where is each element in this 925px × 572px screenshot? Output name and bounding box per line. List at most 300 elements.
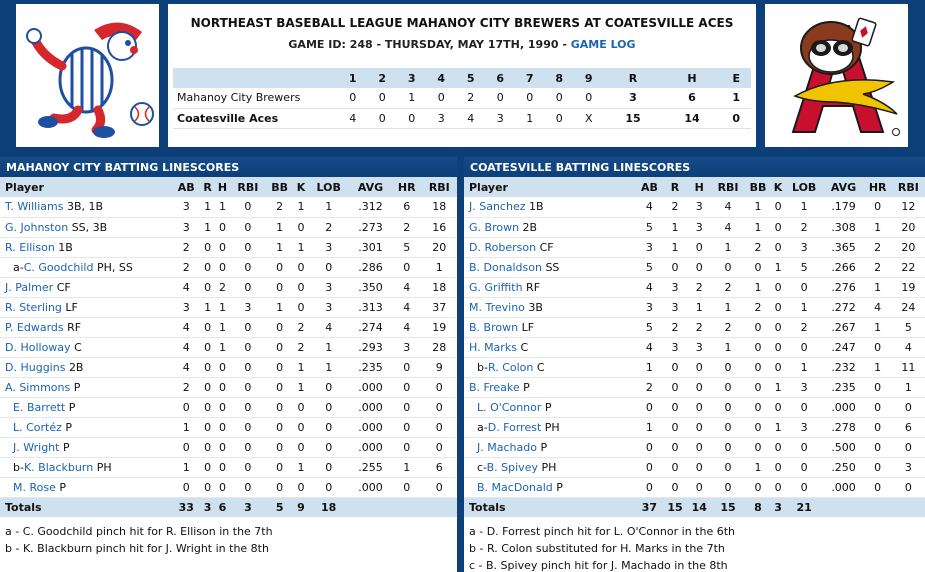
player-position: CF	[56, 280, 71, 294]
player-name-link[interactable]: K. Blackburn	[23, 460, 94, 474]
stat-rbi: 0	[230, 477, 265, 497]
batting-header-ab[interactable]: AB	[636, 177, 663, 197]
stat-rbi: 4	[711, 197, 744, 217]
stat-k: 0	[294, 417, 308, 437]
stat-lob: 0	[308, 417, 349, 437]
stat-avg: .276	[823, 277, 863, 297]
stat-h: 3	[687, 337, 711, 357]
batting-header-r[interactable]: R	[200, 177, 214, 197]
table-row	[464, 257, 925, 277]
stat-rbi: 0	[711, 257, 744, 277]
stat-avg: .313	[349, 297, 392, 317]
player-name-link[interactable]: L. O'Connor	[477, 400, 542, 414]
table-row	[0, 377, 457, 397]
linescore-inning-cell: 0	[338, 88, 368, 108]
stat-k: 0	[294, 277, 308, 297]
stat-hr: 2	[392, 217, 422, 237]
table-row	[0, 337, 457, 357]
player-name-link[interactable]: J. Palmer	[5, 280, 54, 294]
stat-season-rbi: 0	[892, 437, 925, 457]
stat-rbi: 0	[711, 437, 744, 457]
batting-header-avg[interactable]: AVG	[349, 177, 392, 197]
stat-lob: 1	[308, 197, 349, 217]
table-row	[464, 417, 925, 437]
player-name-link[interactable]: R. Colon	[487, 360, 534, 374]
batting-header-row	[464, 177, 925, 197]
player-position: P	[540, 440, 548, 454]
stat-lob: 1	[785, 197, 824, 217]
stat-k: 1	[294, 237, 308, 257]
stat-k: 0	[294, 217, 308, 237]
linescore-header-inning: 8	[545, 68, 575, 88]
table-row	[464, 457, 925, 477]
linescore-team-name[interactable]: Coatesville Aces	[173, 108, 338, 128]
batting-header-hr[interactable]: HR	[864, 177, 892, 197]
stat-h: 0	[215, 457, 231, 477]
player-position: P	[523, 380, 530, 394]
stat-r: 0	[200, 437, 214, 457]
stat-h: 0	[687, 437, 711, 457]
stat-ab: 4	[636, 337, 663, 357]
player-position: PH	[544, 420, 560, 434]
stat-lob: 1	[785, 297, 824, 317]
totals-h: 14	[687, 497, 711, 517]
batting-header-bb[interactable]: BB	[266, 177, 294, 197]
player-cell	[464, 397, 636, 417]
table-row	[0, 197, 457, 217]
stat-lob: 2	[785, 317, 824, 337]
player-position: CF	[539, 240, 554, 254]
player-name-link[interactable]: T. Williams	[5, 200, 64, 214]
stat-h: 0	[687, 377, 711, 397]
stat-ab: 3	[172, 197, 200, 217]
stat-ab: 4	[636, 277, 663, 297]
linescore-header-inning: 5	[456, 68, 486, 88]
batting-header-rbi[interactable]: RBI	[711, 177, 744, 197]
player-cell	[0, 217, 172, 237]
player-name-link[interactable]: D. Forrest	[487, 420, 542, 434]
stat-r: 0	[663, 477, 687, 497]
batting-header-avg[interactable]: AVG	[823, 177, 863, 197]
linescore-runs: 15	[604, 108, 663, 128]
stat-rbi: 0	[230, 197, 265, 217]
table-row	[0, 297, 457, 317]
player-name-link[interactable]: B. Donaldson	[469, 260, 542, 274]
stat-bb: 2	[745, 297, 772, 317]
batting-header-row	[0, 177, 457, 197]
stat-lob: 3	[785, 417, 824, 437]
home-note: a - D. Forrest pinch hit for L. O'Connor in the 6th	[469, 525, 735, 538]
stat-h: 0	[687, 257, 711, 277]
table-row	[0, 477, 457, 497]
player-position: LF	[521, 320, 535, 334]
stat-rbi: 0	[230, 337, 265, 357]
player-name-link[interactable]: B. MacDonald	[477, 480, 553, 494]
stat-lob: 0	[308, 437, 349, 457]
player-cell	[0, 297, 172, 317]
stat-ab: 1	[636, 417, 663, 437]
totals-empty	[422, 497, 457, 517]
stat-r: 0	[200, 397, 214, 417]
stat-bb: 1	[745, 457, 772, 477]
stat-lob: 3	[308, 297, 349, 317]
table-row	[0, 277, 457, 297]
player-position: RF	[526, 280, 541, 294]
linescore-team-name[interactable]: Mahanoy City Brewers	[173, 88, 338, 108]
batting-header-h[interactable]: H	[215, 177, 231, 197]
aces-pilot-logo[interactable]	[765, 4, 908, 147]
stat-hr: 2	[864, 237, 892, 257]
player-name-link[interactable]: G. Johnston	[5, 220, 69, 234]
player-cell	[0, 397, 172, 417]
stat-rbi: 2	[711, 277, 744, 297]
player-position: P	[68, 400, 76, 414]
stat-avg: .000	[823, 397, 863, 417]
stat-rbi: 0	[711, 477, 744, 497]
stat-hr: 4	[864, 297, 892, 317]
stat-k: 0	[771, 357, 785, 377]
stat-rbi: 0	[711, 397, 744, 417]
stat-season-rbi: 11	[892, 357, 925, 377]
stat-r: 0	[663, 417, 687, 437]
table-row	[464, 337, 925, 357]
stat-h: 1	[687, 297, 711, 317]
linescore-header-inning: 3	[397, 68, 427, 88]
player-position: P	[544, 400, 552, 414]
player-position: 3B	[528, 300, 543, 314]
linescore-header-inning: 1	[338, 68, 368, 88]
linescore-row-home	[173, 108, 751, 128]
stat-hr: 5	[392, 237, 422, 257]
stat-r: 0	[200, 477, 214, 497]
stat-avg: .247	[823, 337, 863, 357]
stat-season-rbi: 3	[892, 457, 925, 477]
stat-ab: 4	[172, 357, 200, 377]
linescore-table	[173, 68, 751, 129]
player-cell	[0, 377, 172, 397]
player-name-link[interactable]: H. Marks	[469, 340, 517, 354]
player-position: PH, SS	[96, 260, 133, 274]
stat-ab: 0	[172, 437, 200, 457]
stat-k: 0	[771, 217, 785, 237]
batting-header-season-rbi[interactable]: RBI	[422, 177, 457, 197]
stat-h: 0	[215, 217, 231, 237]
stat-k: 1	[771, 257, 785, 277]
batting-header-rbi[interactable]: RBI	[230, 177, 265, 197]
stat-avg: .267	[823, 317, 863, 337]
player-name-link[interactable]: A. Simmons	[5, 380, 71, 394]
player-position: SS	[545, 260, 560, 274]
stat-season-rbi: 19	[422, 317, 457, 337]
player-name-link[interactable]: M. Trevino	[469, 300, 525, 314]
totals-label: Totals	[464, 497, 636, 517]
stat-r: 0	[663, 457, 687, 477]
totals-lob: 21	[785, 497, 824, 517]
stat-k: 1	[771, 417, 785, 437]
stat-ab: 2	[172, 237, 200, 257]
stat-avg: .000	[349, 477, 392, 497]
stat-h: 0	[687, 477, 711, 497]
stat-hr: 1	[864, 317, 892, 337]
player-position: C	[536, 360, 545, 374]
linescore-header-team	[173, 68, 338, 88]
stat-hr: 0	[864, 197, 892, 217]
stat-r: 0	[200, 377, 214, 397]
stat-r: 0	[200, 277, 214, 297]
player-position: PH	[541, 460, 557, 474]
player-name-link[interactable]: B. Freake	[469, 380, 520, 394]
stat-r: 3	[663, 297, 687, 317]
brewers-mascot-icon	[16, 4, 159, 147]
stat-ab: 3	[636, 237, 663, 257]
stat-k: 0	[294, 437, 308, 457]
player-cell	[0, 197, 172, 217]
stat-ab: 1	[172, 417, 200, 437]
stat-lob: 5	[785, 257, 824, 277]
stat-bb: 0	[266, 317, 294, 337]
batting-header-k[interactable]: K	[771, 177, 785, 197]
stat-bb: 0	[266, 337, 294, 357]
player-position: SS, 3B	[71, 220, 108, 234]
linescore-inning-cell: 0	[574, 88, 604, 108]
stat-ab: 0	[636, 477, 663, 497]
game-id-date: GAME ID: 248 - THURSDAY, MAY 17TH, 1990 -	[288, 38, 571, 51]
stat-avg: .278	[823, 417, 863, 437]
away-notes	[0, 517, 457, 557]
stat-hr: 0	[864, 377, 892, 397]
player-name-link[interactable]: M. Rose	[13, 480, 56, 494]
stat-rbi: 0	[230, 397, 265, 417]
player-name-link[interactable]: D. Huggins	[5, 360, 66, 374]
stat-season-rbi: 0	[422, 437, 457, 457]
stat-h: 0	[215, 257, 231, 277]
stat-bb: 0	[266, 377, 294, 397]
stat-r: 0	[663, 397, 687, 417]
stat-r: 2	[663, 197, 687, 217]
linescore-hits: 6	[663, 88, 722, 108]
totals-label: Totals	[0, 497, 172, 517]
stat-ab: 0	[636, 437, 663, 457]
stat-ab: 5	[636, 317, 663, 337]
player-name-link[interactable]: R. Sterling	[5, 300, 62, 314]
player-name-link[interactable]: B. Spivey	[486, 460, 538, 474]
stat-r: 0	[200, 257, 214, 277]
table-row	[0, 217, 457, 237]
player-position: 1B	[529, 200, 544, 214]
stat-ab: 1	[172, 457, 200, 477]
stat-r: 1	[200, 297, 214, 317]
player-position: 2B	[68, 360, 84, 374]
player-name-link[interactable]: C. Goodchild	[23, 260, 94, 274]
stat-hr: 0	[864, 437, 892, 457]
stat-lob: 2	[785, 217, 824, 237]
stat-k: 0	[294, 397, 308, 417]
player-name-link[interactable]: E. Barrett	[13, 400, 66, 414]
stat-season-rbi: 18	[422, 197, 457, 217]
stat-k: 2	[294, 337, 308, 357]
player-name-link[interactable]: D. Roberson	[469, 240, 537, 254]
stat-r: 1	[663, 217, 687, 237]
stat-lob: 0	[308, 457, 349, 477]
stat-season-rbi: 20	[892, 217, 925, 237]
stat-rbi: 4	[711, 217, 744, 237]
stat-h: 1	[215, 317, 231, 337]
stat-bb: 0	[745, 337, 772, 357]
stat-hr: 1	[864, 217, 892, 237]
table-row	[464, 237, 925, 257]
stat-season-rbi: 9	[422, 357, 457, 377]
batting-header-player[interactable]: Player	[464, 177, 636, 197]
game-title: NORTHEAST BASEBALL LEAGUE MAHANOY CITY BREWERS AT COATESVILLE ACES	[190, 16, 734, 30]
game-header	[0, 0, 925, 152]
linescore-inning-cell: 1	[397, 88, 427, 108]
stat-avg: .286	[349, 257, 392, 277]
stat-rbi: 0	[711, 457, 744, 477]
player-cell	[0, 477, 172, 497]
player-position: P	[73, 380, 81, 394]
stat-avg: .312	[349, 197, 392, 217]
stat-h: 0	[215, 397, 231, 417]
player-cell	[464, 457, 636, 477]
linescore-errors: 0	[722, 108, 752, 128]
stat-rbi: 1	[711, 297, 744, 317]
linescore-inning-cell: 0	[368, 88, 398, 108]
stat-hr: 4	[392, 297, 422, 317]
stat-lob: 0	[785, 277, 824, 297]
stat-bb: 1	[745, 197, 772, 217]
table-row	[464, 277, 925, 297]
player-cell	[464, 417, 636, 437]
stat-h: 1	[215, 297, 231, 317]
player-cell	[0, 257, 172, 277]
batting-header-r[interactable]: R	[663, 177, 687, 197]
linescore-inning-cell: 2	[456, 88, 486, 108]
stat-bb: 0	[745, 477, 772, 497]
stat-bb: 0	[745, 417, 772, 437]
stat-r: 0	[200, 457, 214, 477]
game-subtitle	[168, 38, 756, 51]
stat-k: 0	[771, 197, 785, 217]
player-name-link[interactable]: J. Machado	[477, 440, 537, 454]
player-name-link[interactable]: R. Ellison	[5, 240, 55, 254]
stat-h: 3	[687, 197, 711, 217]
stat-season-rbi: 0	[422, 417, 457, 437]
player-name-link[interactable]: B. Brown	[469, 320, 519, 334]
stat-bb: 2	[745, 237, 772, 257]
linescore-inning-cell: 0	[486, 88, 516, 108]
totals-k: 9	[294, 497, 308, 517]
linescore-inning-cell: 0	[515, 88, 545, 108]
player-position: RF	[67, 320, 82, 334]
player-name-link[interactable]: L. Cortéz	[13, 420, 62, 434]
sub-prefix: a-	[13, 260, 24, 274]
batting-header-lob[interactable]: LOB	[308, 177, 349, 197]
player-position: C	[74, 340, 82, 354]
home-notes	[464, 517, 925, 572]
stat-k: 0	[771, 337, 785, 357]
brewers-mascot-logo[interactable]	[16, 4, 159, 147]
batting-header-bb[interactable]: BB	[745, 177, 772, 197]
stat-ab: 5	[636, 217, 663, 237]
stat-hr: 2	[864, 257, 892, 277]
stat-h: 0	[687, 417, 711, 437]
linescore-inning-cell: 1	[515, 108, 545, 128]
batting-header-ab[interactable]: AB	[172, 177, 200, 197]
totals-lob: 18	[308, 497, 349, 517]
player-cell	[0, 457, 172, 477]
batting-header-lob[interactable]: LOB	[785, 177, 824, 197]
batting-totals-row	[0, 497, 457, 517]
batting-header-h[interactable]: H	[687, 177, 711, 197]
player-name-link[interactable]: J. Wright	[13, 440, 60, 454]
player-name-link[interactable]: G. Griffith	[469, 280, 523, 294]
stat-ab: 3	[636, 297, 663, 317]
stat-k: 1	[294, 377, 308, 397]
player-name-link[interactable]: P. Edwards	[5, 320, 64, 334]
stat-lob: 1	[308, 337, 349, 357]
stat-lob: 0	[308, 377, 349, 397]
batting-header-hr[interactable]: HR	[392, 177, 422, 197]
stat-lob: 0	[785, 437, 824, 457]
linescore-hits: 14	[663, 108, 722, 128]
linescore-inning-cell: 3	[486, 108, 516, 128]
stat-bb: 0	[745, 397, 772, 417]
stat-avg: .250	[823, 457, 863, 477]
away-note: b - K. Blackburn pinch hit for J. Wright in the 8th	[5, 542, 269, 555]
player-name-link[interactable]: D. Holloway	[5, 340, 71, 354]
stat-rbi: 0	[230, 237, 265, 257]
home-note: b - R. Colon substituted for H. Marks in the 7th	[469, 542, 725, 555]
stat-season-rbi: 1	[422, 257, 457, 277]
stat-h: 0	[215, 357, 231, 377]
stat-bb: 0	[266, 277, 294, 297]
batting-header-player[interactable]: Player	[0, 177, 172, 197]
batting-header-k[interactable]: K	[294, 177, 308, 197]
stat-k: 1	[294, 197, 308, 217]
batting-header-season-rbi[interactable]: RBI	[892, 177, 925, 197]
stat-k: 0	[771, 297, 785, 317]
away-batting-title: MAHANOY CITY BATTING LINESCORES	[0, 157, 457, 177]
stat-season-rbi: 6	[892, 417, 925, 437]
aces-pilot-icon	[765, 4, 908, 147]
stat-avg: .000	[349, 437, 392, 457]
game-log-link[interactable]: GAME LOG	[570, 38, 636, 51]
stat-r: 3	[663, 337, 687, 357]
stat-season-rbi: 12	[892, 197, 925, 217]
totals-empty	[892, 497, 925, 517]
home-note: c - B. Spivey pinch hit for J. Machado in the 8th	[469, 559, 728, 572]
player-cell	[464, 277, 636, 297]
stat-r: 0	[663, 377, 687, 397]
stat-rbi: 0	[230, 377, 265, 397]
totals-ab: 37	[636, 497, 663, 517]
stat-h: 0	[215, 477, 231, 497]
linescore-errors: 1	[722, 88, 752, 108]
totals-rbi: 3	[230, 497, 265, 517]
player-name-link[interactable]: J. Sanchez	[469, 200, 526, 214]
table-row	[464, 317, 925, 337]
player-name-link[interactable]: G. Brown	[469, 220, 520, 234]
stat-hr: 3	[392, 337, 422, 357]
player-cell	[464, 197, 636, 217]
sub-prefix: a-	[477, 420, 488, 434]
linescore-header-inning: 2	[368, 68, 398, 88]
stat-season-rbi: 0	[422, 377, 457, 397]
stat-season-rbi: 28	[422, 337, 457, 357]
totals-r: 15	[663, 497, 687, 517]
player-cell	[464, 217, 636, 237]
table-row	[464, 397, 925, 417]
